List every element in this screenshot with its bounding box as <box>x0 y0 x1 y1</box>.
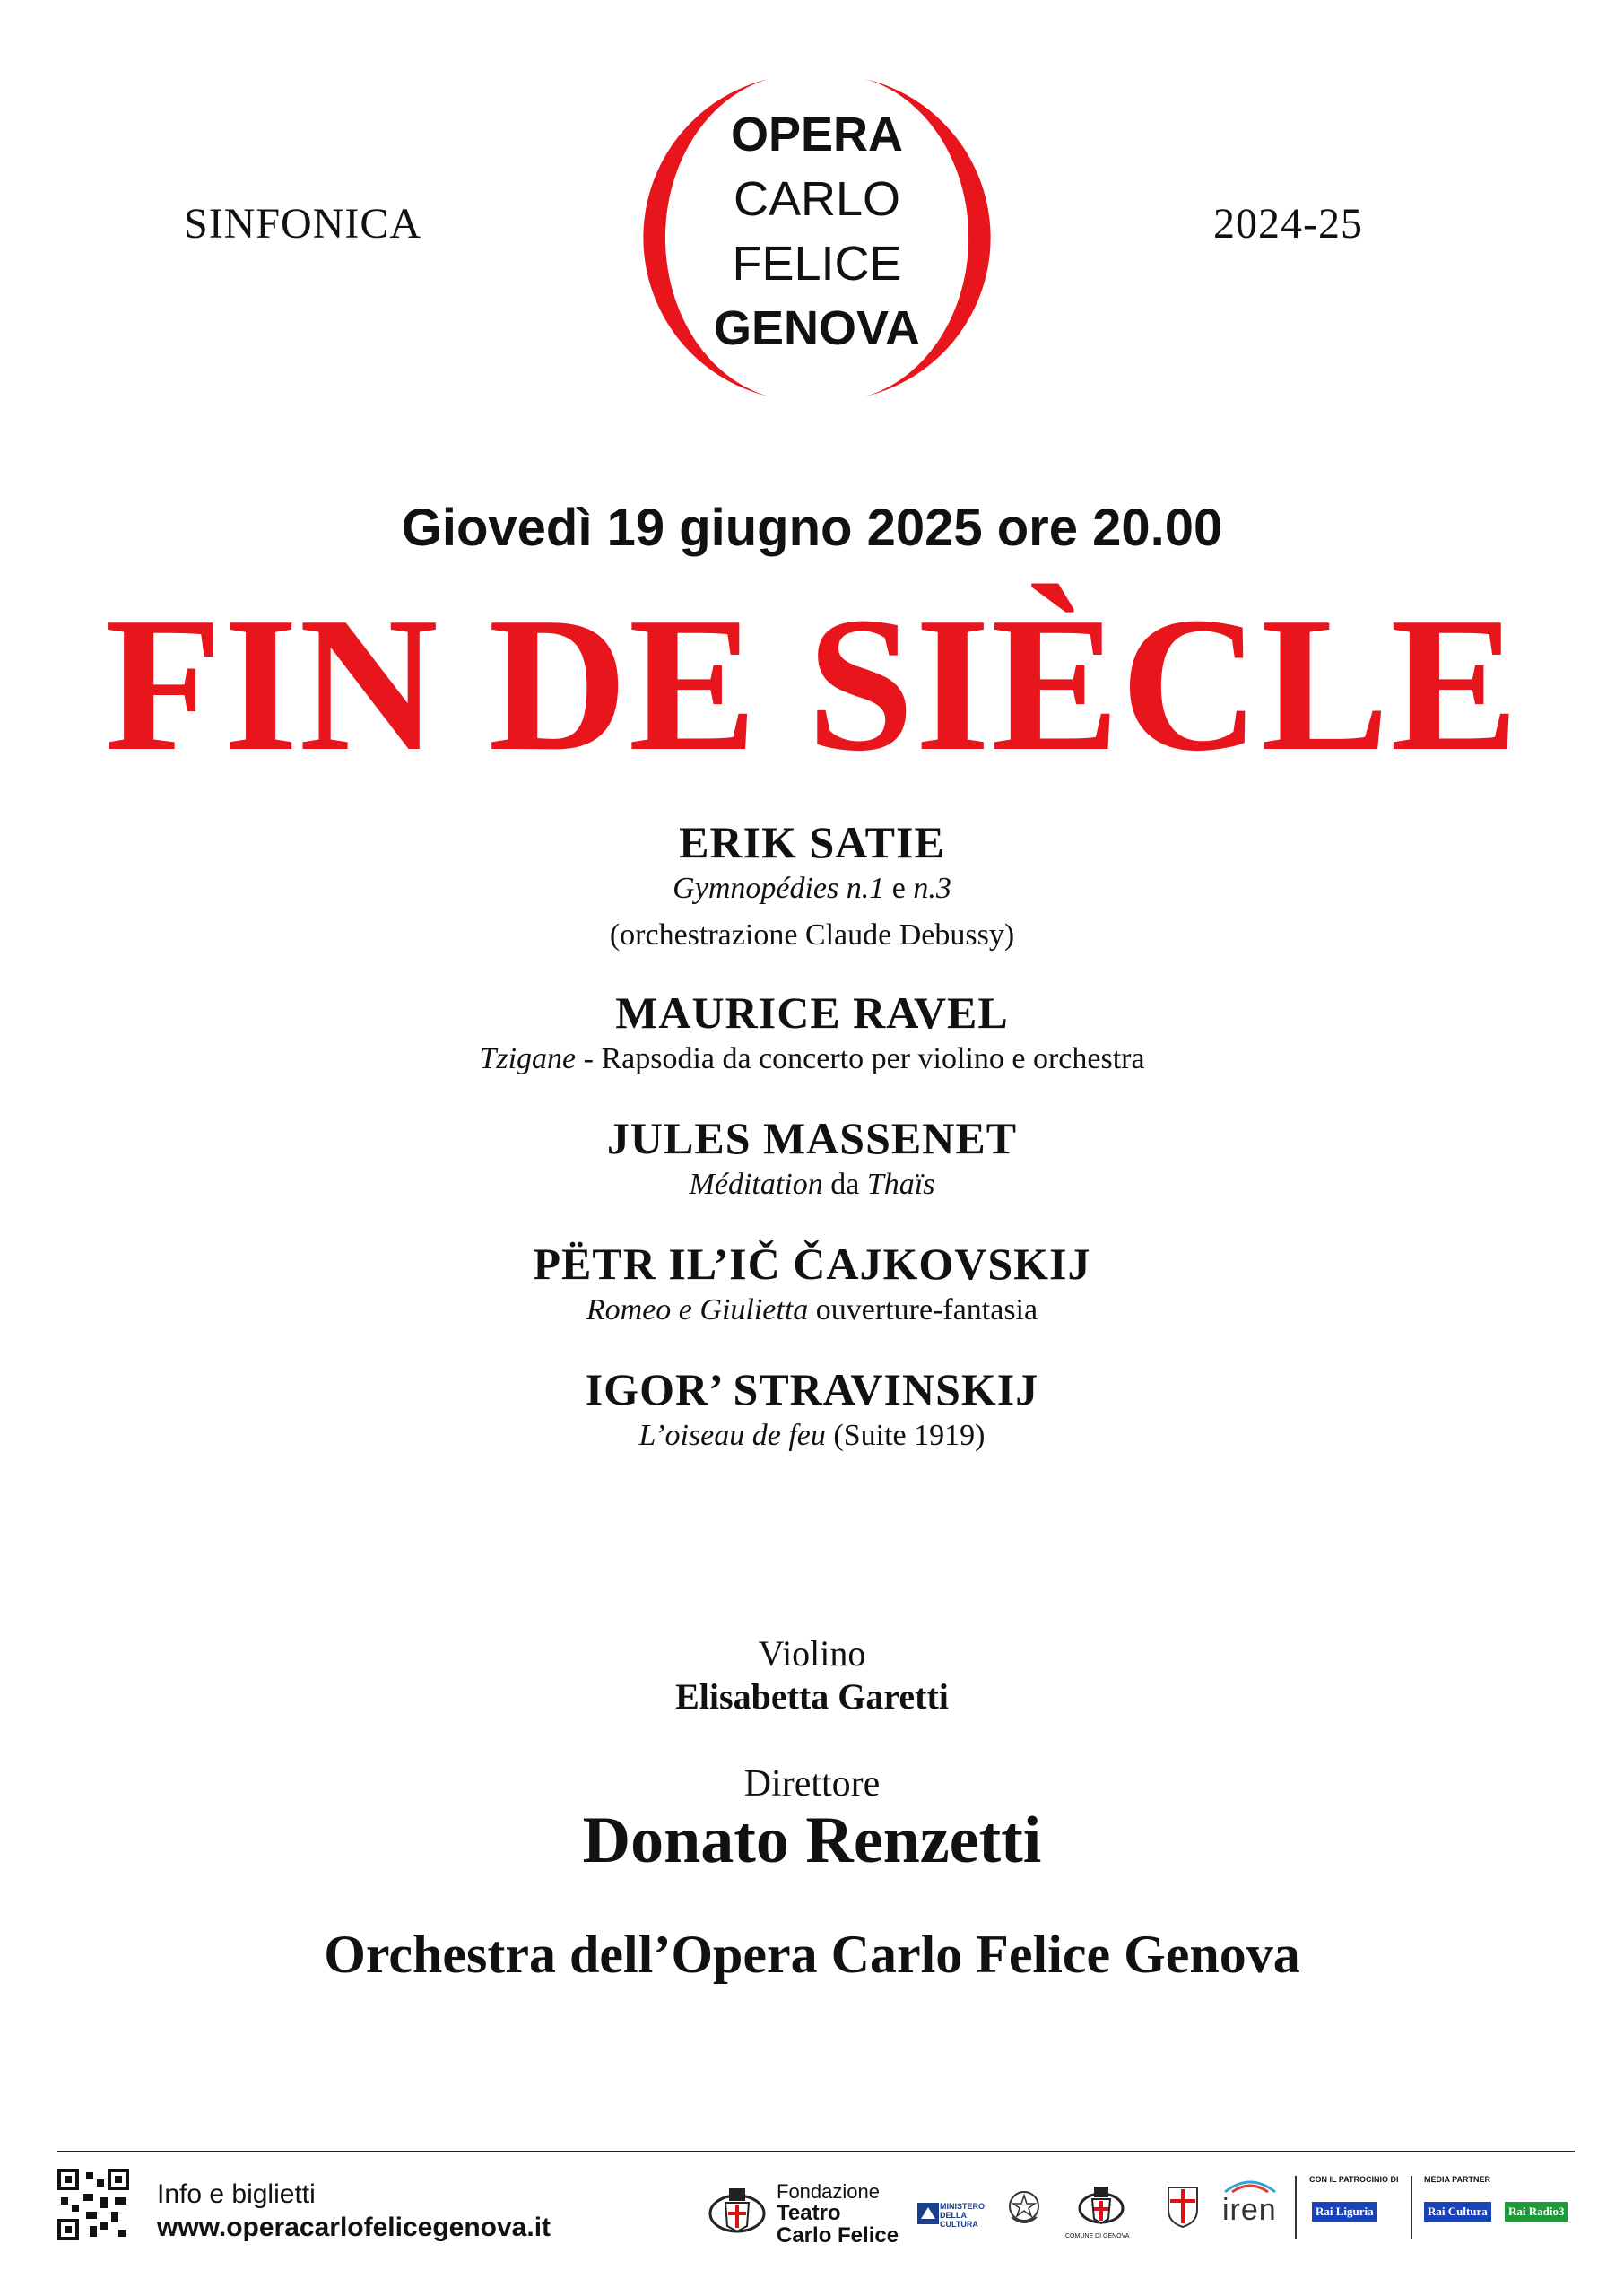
iren-arc-icon <box>1223 2178 1277 2194</box>
iren-logo: iren <box>1222 2193 1277 2227</box>
fondazione-teatro-carlo-felice-logo: Fondazione Teatro Carlo Felice <box>777 2180 899 2248</box>
partner-separator <box>1295 2176 1297 2239</box>
logo-line-opera: OPERA <box>730 108 904 161</box>
program-item <box>0 987 1624 1080</box>
work-title: Gymnopédies n.1 e n.3 <box>673 872 951 905</box>
comune-genova-label: COMUNE DI GENOVA <box>1065 2233 1130 2239</box>
footer-divider <box>57 2151 1575 2152</box>
program-item <box>0 1363 1624 1457</box>
violin-role: Violino <box>758 1633 866 1674</box>
season-type: SINFONICA <box>184 200 422 248</box>
work-title: L’oiseau de feu (Suite 1919) <box>638 1419 986 1452</box>
season-years: 2024-25 <box>1213 200 1363 248</box>
rai-cultura-logo: Rai Cultura <box>1424 2202 1491 2222</box>
work-title: Méditation da Thaïs <box>689 1168 935 1201</box>
event-title: FIN DE SIÈCLE <box>104 577 1520 791</box>
program-item <box>0 1112 1624 1205</box>
event-date: Giovedì 19 giugno 2025 ore 20.00 <box>401 499 1223 557</box>
comune-genova-crest-icon <box>1076 2181 1126 2228</box>
work-title: Romeo e Giulietta ouverture-fantasia <box>586 1293 1038 1326</box>
program-item <box>0 816 1624 956</box>
rai-radio3-logo: Rai Radio3 <box>1505 2202 1568 2222</box>
republic-emblem-icon <box>1006 2188 1042 2226</box>
logo-line-felice: FELICE <box>732 237 902 291</box>
violin-soloist-name: Elisabetta Garetti <box>675 1676 949 1717</box>
work-title: Tzigane - Rapsodia da concerto per violino e orchestra <box>479 1042 1145 1075</box>
conductor-name: Donato Renzetti <box>582 1804 1042 1877</box>
work-note: (orchestrazione Claude Debussy) <box>609 918 1015 952</box>
composer-name: JULES MASSENET <box>606 1113 1018 1163</box>
regione-liguria-shield-icon <box>1166 2185 1200 2230</box>
program-item <box>0 1238 1624 1331</box>
composer-name: IGOR’ STRAVINSKIJ <box>585 1364 1039 1414</box>
opera-carlo-felice-logo <box>603 72 1031 404</box>
fondazione-crest-icon <box>704 2179 771 2235</box>
composer-name: MAURICE RAVEL <box>615 987 1009 1038</box>
composer-name: ERIK SATIE <box>679 817 945 867</box>
info-label: Info e biglietti <box>157 2179 316 2209</box>
qr-code-icon[interactable] <box>57 2169 129 2240</box>
partner-separator <box>1411 2176 1412 2239</box>
logo-line-genova: GENOVA <box>713 301 921 355</box>
ministero-cultura-icon <box>917 2203 939 2224</box>
media-partner-label: MEDIA PARTNER <box>1424 2175 1490 2184</box>
patrocinio-label: CON IL PATROCINIO DI <box>1309 2175 1399 2184</box>
ministero-cultura-logo: MINISTERO DELLA CULTURA <box>940 2202 986 2229</box>
rai-liguria-logo: Rai Liguria <box>1312 2202 1377 2222</box>
website-link[interactable]: www.operacarlofelicegenova.it <box>157 2213 551 2242</box>
logo-line-carlo: CARLO <box>733 172 901 226</box>
orchestra-name: Orchestra dell’Opera Carlo Felice Genova <box>324 1925 1300 1984</box>
conductor-role: Direttore <box>743 1763 881 1805</box>
composer-name: PËTR IL’IČ ČAJKOVSKIJ <box>533 1239 1091 1289</box>
